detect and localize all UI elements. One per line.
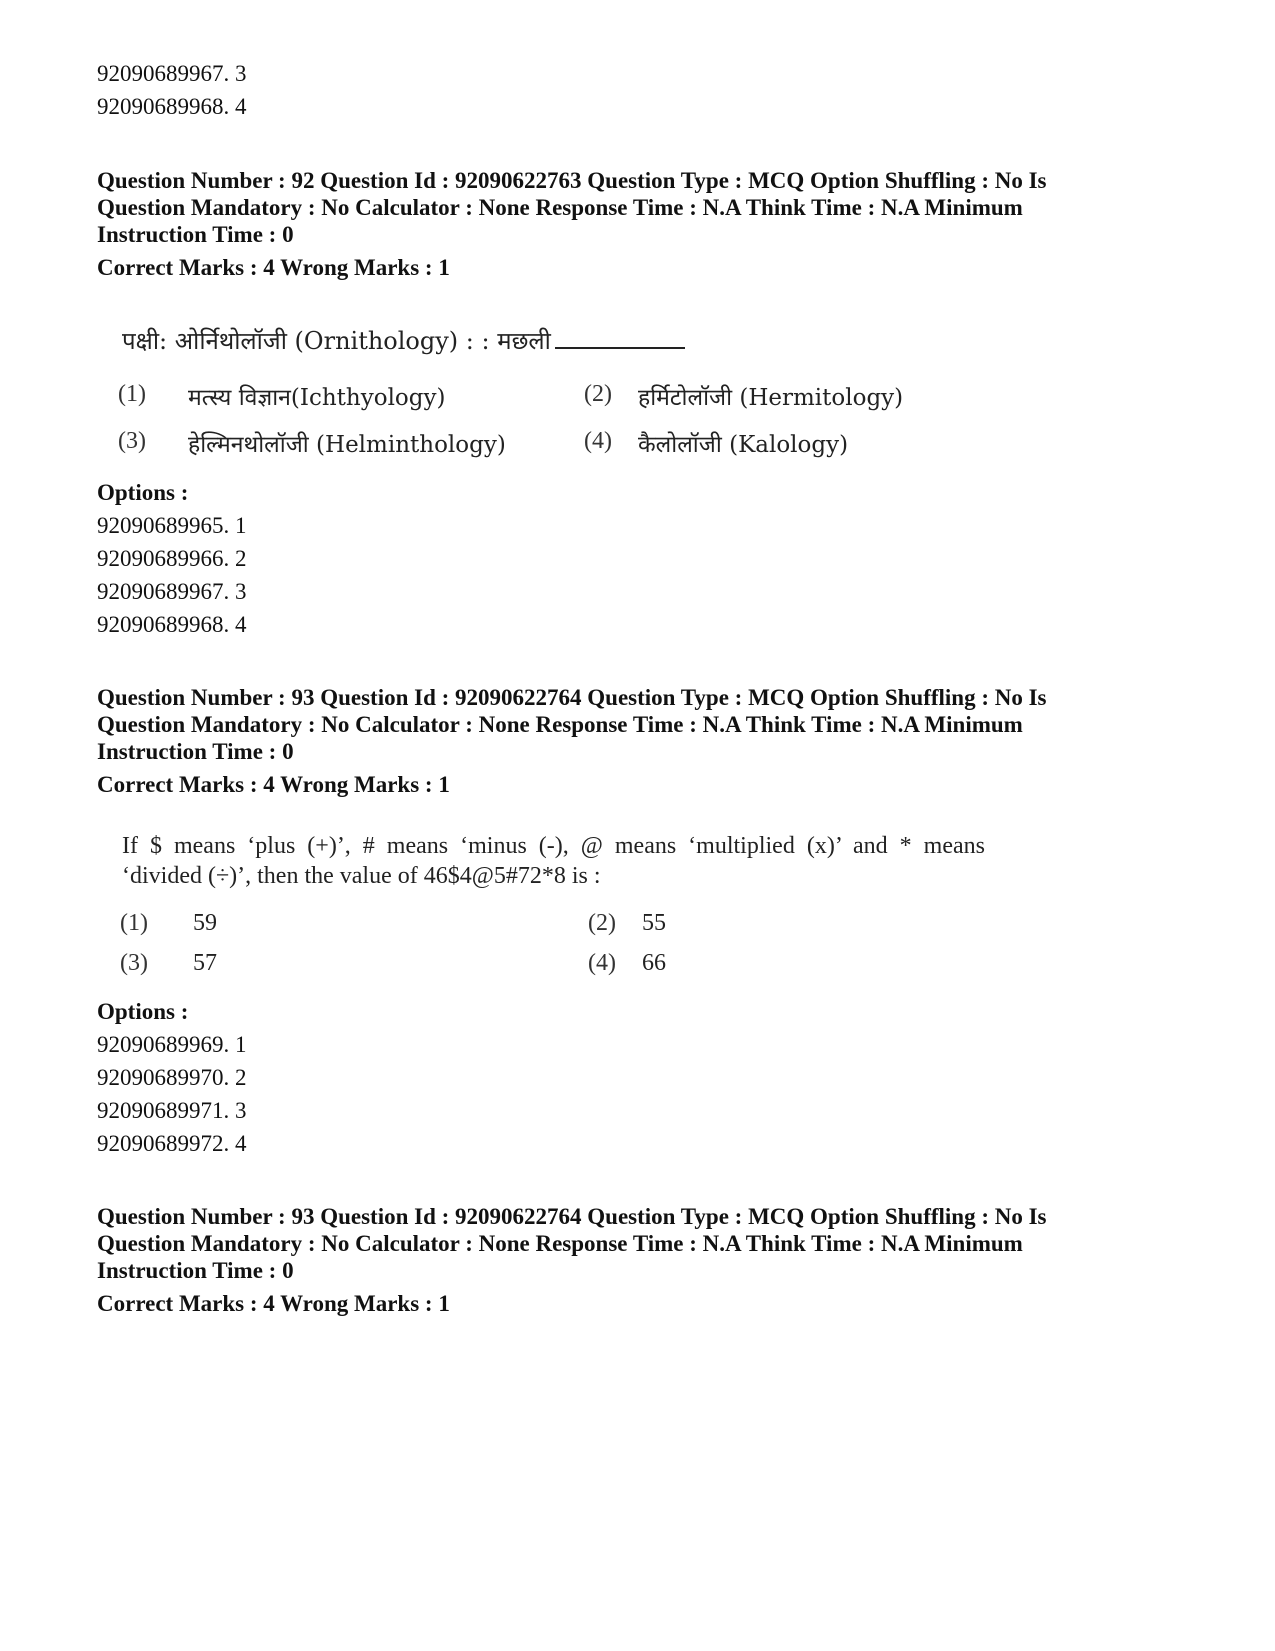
question-stem: If $ means ‘plus (+)’, # means ‘minus (-), @ means ‘multiplied (x)’ and * means [122,833,985,859]
question-marks: Correct Marks : 4 Wrong Marks : 1 [97,1291,450,1316]
question-stem: ‘divided (÷)’, then the value of 46$4@5#72*8 is : [122,863,601,889]
choice-number: (2) [588,910,616,936]
choice-text: मत्स्य विज्ञान(Ichthyology) [188,385,446,411]
option-line: 92090689968. 4 [97,94,247,119]
question-header: Question Number : 92 Question Id : 92090622763 Question Type : MCQ Option Shuffling : No Is [97,168,1047,193]
question-stem: पक्षी: ओर्निथोलॉजी (Ornithology) : : मछली [122,324,685,357]
option-line: 92090689967. 3 [97,579,247,604]
choice-text: 59 [193,910,217,936]
options-label: Options : [97,480,189,505]
choice-text: हेल्मिनथोलॉजी (Helminthology) [188,432,506,458]
question-header: Instruction Time : 0 [97,739,294,764]
choice-number: (4) [588,950,616,976]
question-header: Question Number : 93 Question Id : 92090622764 Question Type : MCQ Option Shuffling : No Is [97,1204,1047,1229]
choice-text: हर्मिटोलॉजी (Hermitology) [638,385,904,411]
choice-number: (3) [118,428,146,454]
option-line: 92090689967. 3 [97,61,247,86]
question-header: Instruction Time : 0 [97,1258,294,1283]
option-line: 92090689965. 1 [97,513,247,538]
option-line: 92090689966. 2 [97,546,247,571]
question-header: Question Mandatory : No Calculator : None Response Time : N.A Think Time : N.A Minimum [97,1231,1023,1256]
choice-text: कैलोलॉजी (Kalology) [638,432,849,458]
question-header: Instruction Time : 0 [97,222,294,247]
question-header: Question Mandatory : No Calculator : None Response Time : N.A Think Time : N.A Minimum [97,712,1023,737]
question-marks: Correct Marks : 4 Wrong Marks : 1 [97,772,450,797]
question-header: Question Mandatory : No Calculator : None Response Time : N.A Think Time : N.A Minimum [97,195,1023,220]
options-label: Options : [97,999,189,1024]
choice-text: 66 [642,950,666,976]
option-line: 92090689972. 4 [97,1131,247,1156]
option-line: 92090689970. 2 [97,1065,247,1090]
option-line: 92090689971. 3 [97,1098,247,1123]
question-marks: Correct Marks : 4 Wrong Marks : 1 [97,255,450,280]
choice-number: (3) [120,950,148,976]
question-header: Question Number : 93 Question Id : 92090622764 Question Type : MCQ Option Shuffling : No Is [97,685,1047,710]
choice-number: (1) [118,381,146,407]
choice-text: 57 [193,950,217,976]
answer-blank [555,325,685,349]
option-line: 92090689969. 1 [97,1032,247,1057]
choice-number: (4) [584,428,612,454]
choice-number: (1) [120,910,148,936]
choice-text: 55 [642,910,666,936]
choice-number: (2) [584,381,612,407]
option-line: 92090689968. 4 [97,612,247,637]
